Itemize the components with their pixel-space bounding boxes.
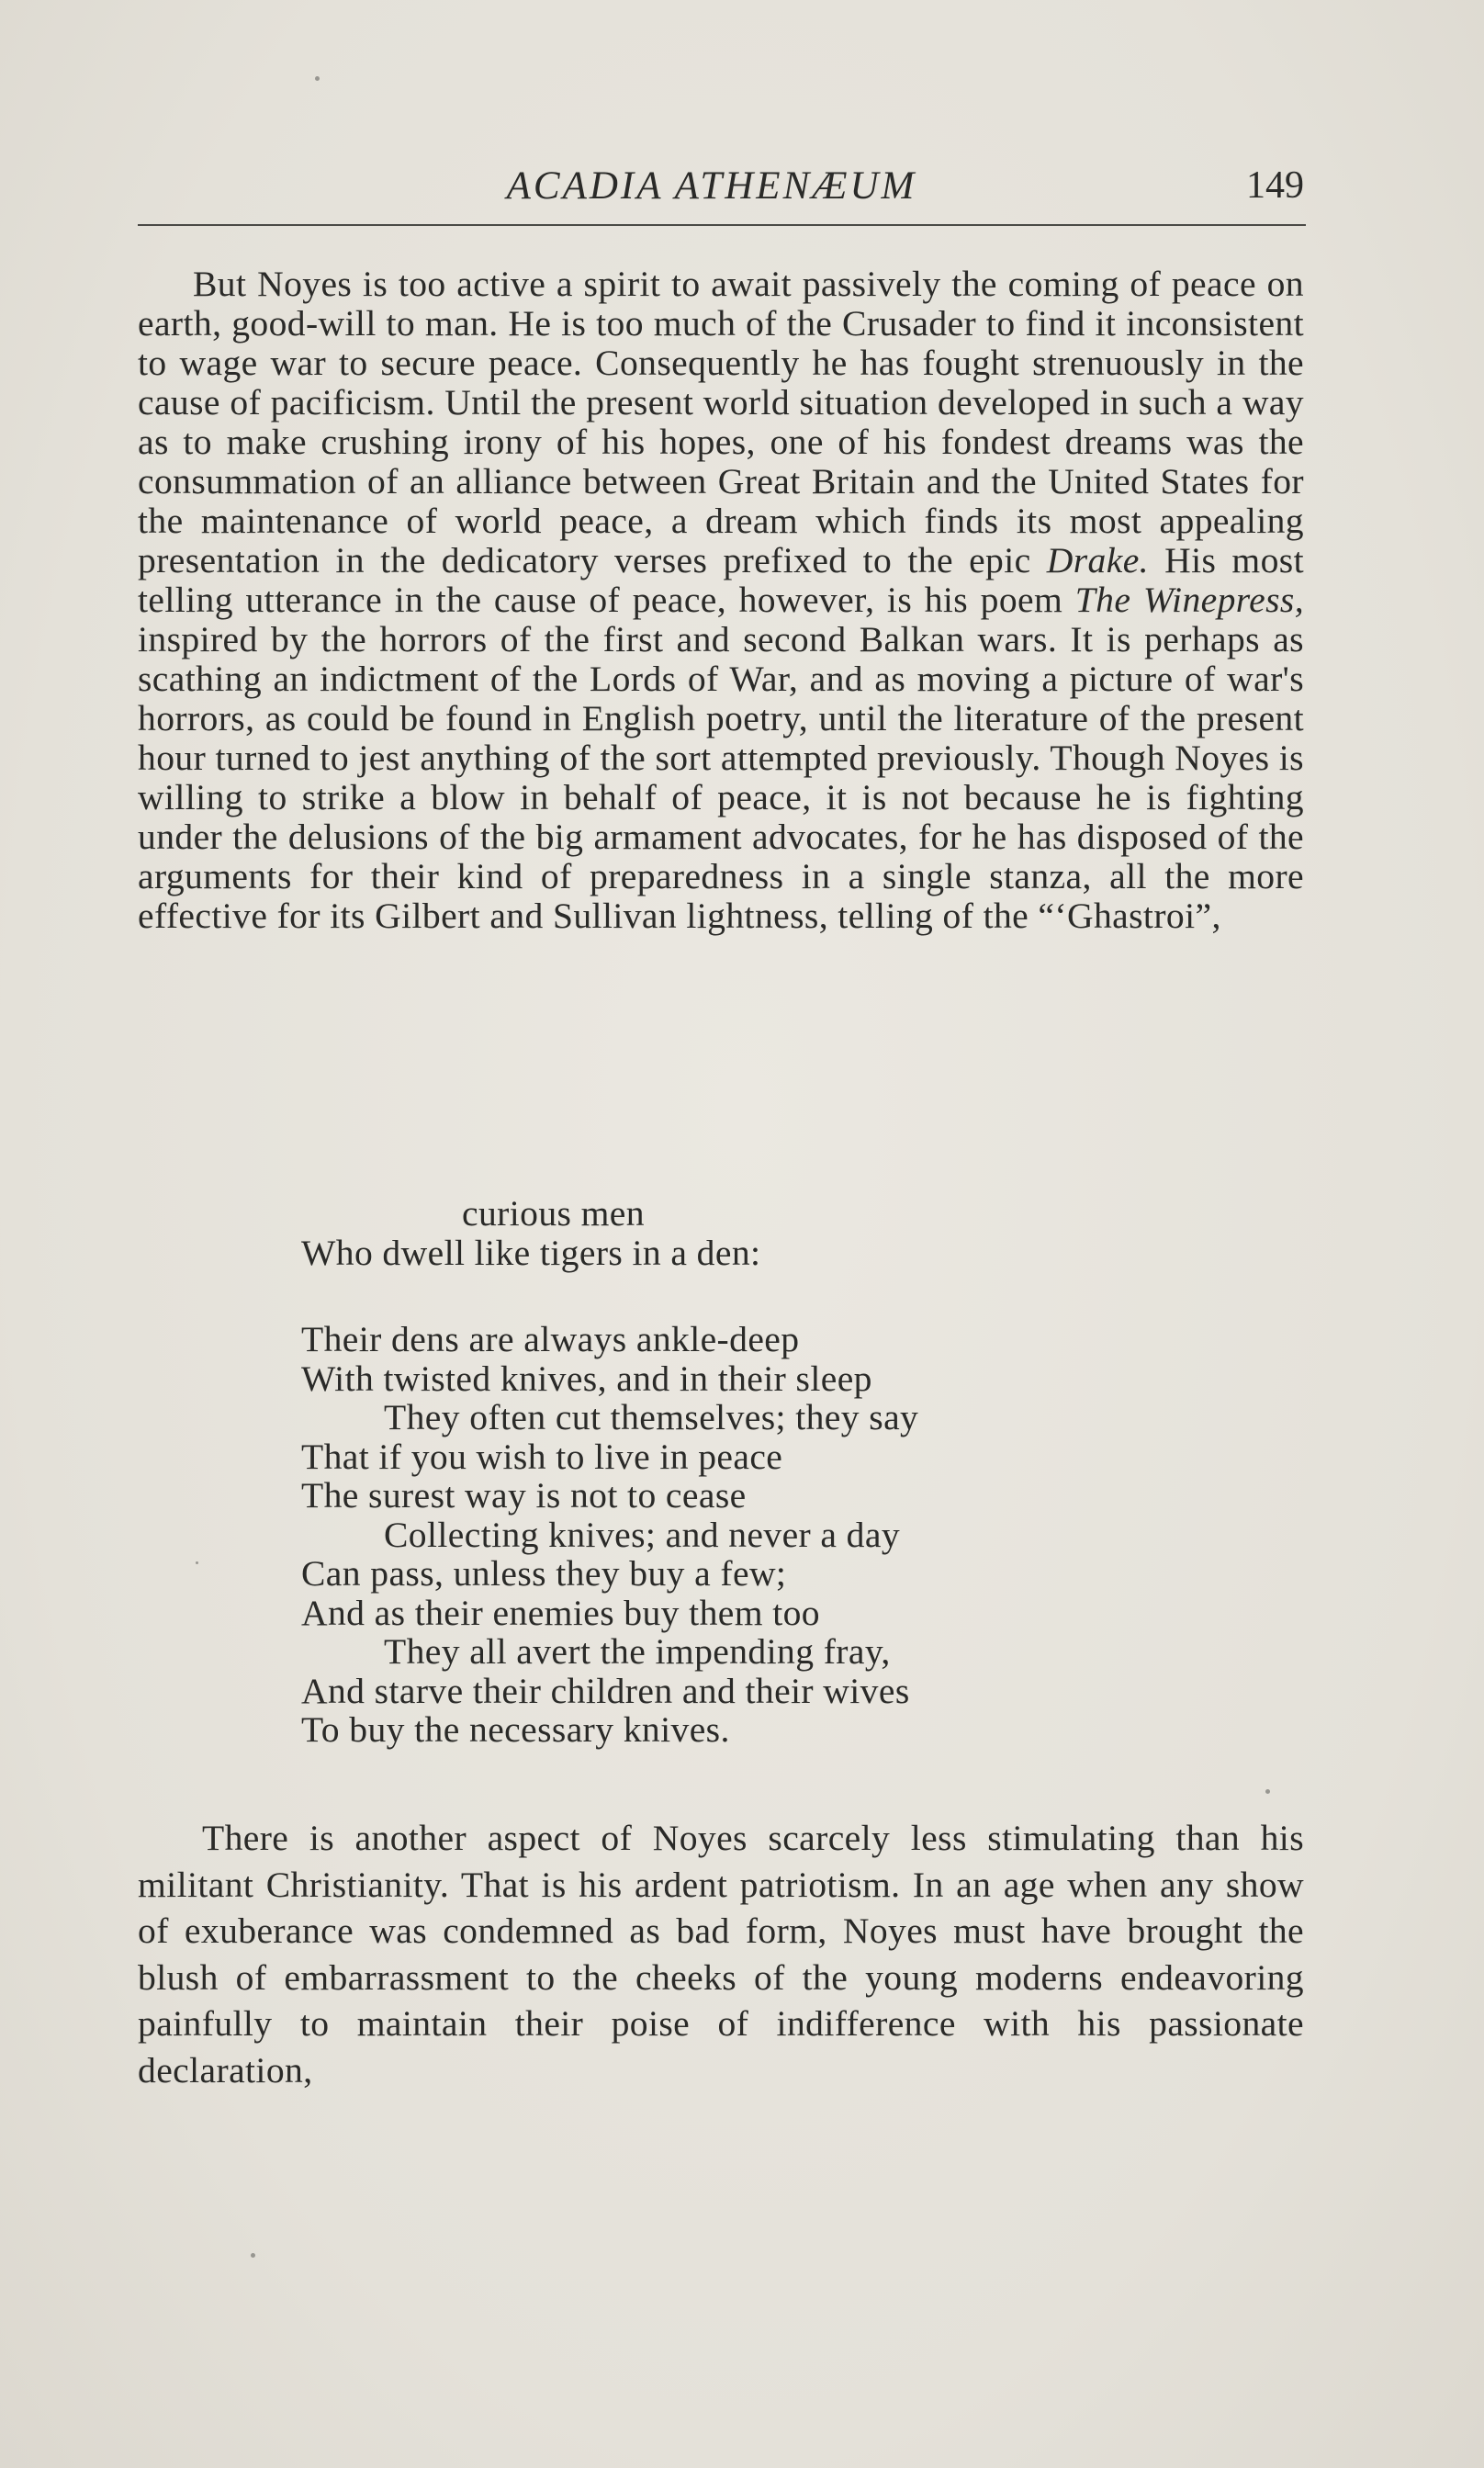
verse-line: Who dwell like tigers in a den: [301, 1232, 761, 1273]
running-header [138, 163, 1304, 215]
page-number: 149 [1246, 164, 1304, 207]
verse-line: Their dens are always ankle-deep [301, 1319, 800, 1359]
paragraph-1-text-a: But Noyes is too active a spirit to await passively the coming of peace on earth, good-will to man. He is too much of the Crusader to find it inconsistent to wage war to secure peace. Consequently he has fought strenuously in the cause of pacificism. Until the present world situation developed in such a way as to make crushing irony of his hopes, one of his fondest dreams was the consummation of an alliance between Great Britain and the United States for the maintenance of world peace, a dream which finds its most appealing presentation in the dedicatory verses prefixed to the epic [138, 264, 1304, 580]
verse-line: That if you wish to live in peace [301, 1436, 783, 1477]
header-rule [138, 224, 1306, 226]
verse-line: And starve their children and their wives [301, 1670, 910, 1711]
verse-line: They often cut themselves; they say [384, 1397, 919, 1437]
verse-line: Collecting knives; and never a day [384, 1514, 901, 1555]
verse-line: And as their enemies buy them too [301, 1592, 820, 1633]
verse-line: curious men [462, 1193, 645, 1234]
paper-speck [1265, 1789, 1270, 1794]
paragraph-1 [138, 265, 1304, 936]
paragraph-1-text-c: inspired by the horrors of the first and second Balkan wars. It is perhaps as scathing an indictment of the Lords of War, and as moving a picture of war's horrors, as could be found in English poetry, until the literature of the present hour turned to jest anything of the sort attempted previously. Though Noyes is willing to strike a blow in behalf of peace, it is not because he is fighting under the delusions of the big armament advocates, for he has disposed of the arguments for their kind of preparedness in a single stanza, all the more effective for its Gilbert and Sullivan lightness, telling of the “‘Ghastroi”, [138, 619, 1304, 936]
title-drake: Drake. [1046, 540, 1149, 580]
paper-speck [315, 76, 320, 81]
verse-line: With twisted knives, and in their sleep [301, 1358, 872, 1399]
paper-speck [196, 1561, 198, 1564]
verse-line: The surest way is not to cease [301, 1475, 747, 1516]
paragraph-2: There is another aspect of Noyes scarcely less stimulating than his militant Christianity. That is his ardent patriotism. In an age when any show of exuberance was condemned as bad form, Noyes must have brought the blush of embarrassment to the cheeks of the young moderns endeavoring painfully to maintain their poise of indifference with his passionate declaration, [138, 1818, 1304, 2090]
title-the-winepress: The Winepress, [1074, 580, 1304, 620]
verse-line: Can pass, unless they buy a few; [301, 1553, 787, 1594]
verse-quotation [301, 1194, 1128, 1750]
paragraph-1-text-b: His most telling utterance in the cause of peace, however, is his poem [138, 540, 1305, 620]
stanza-gap [301, 1272, 1128, 1320]
verse-line: To buy the necessary knives. [301, 1709, 730, 1750]
verse-line: They all avert the impending fray, [384, 1631, 891, 1672]
paper-speck [251, 2253, 255, 2258]
running-title: ACADIA ATHENÆUM [506, 164, 917, 208]
